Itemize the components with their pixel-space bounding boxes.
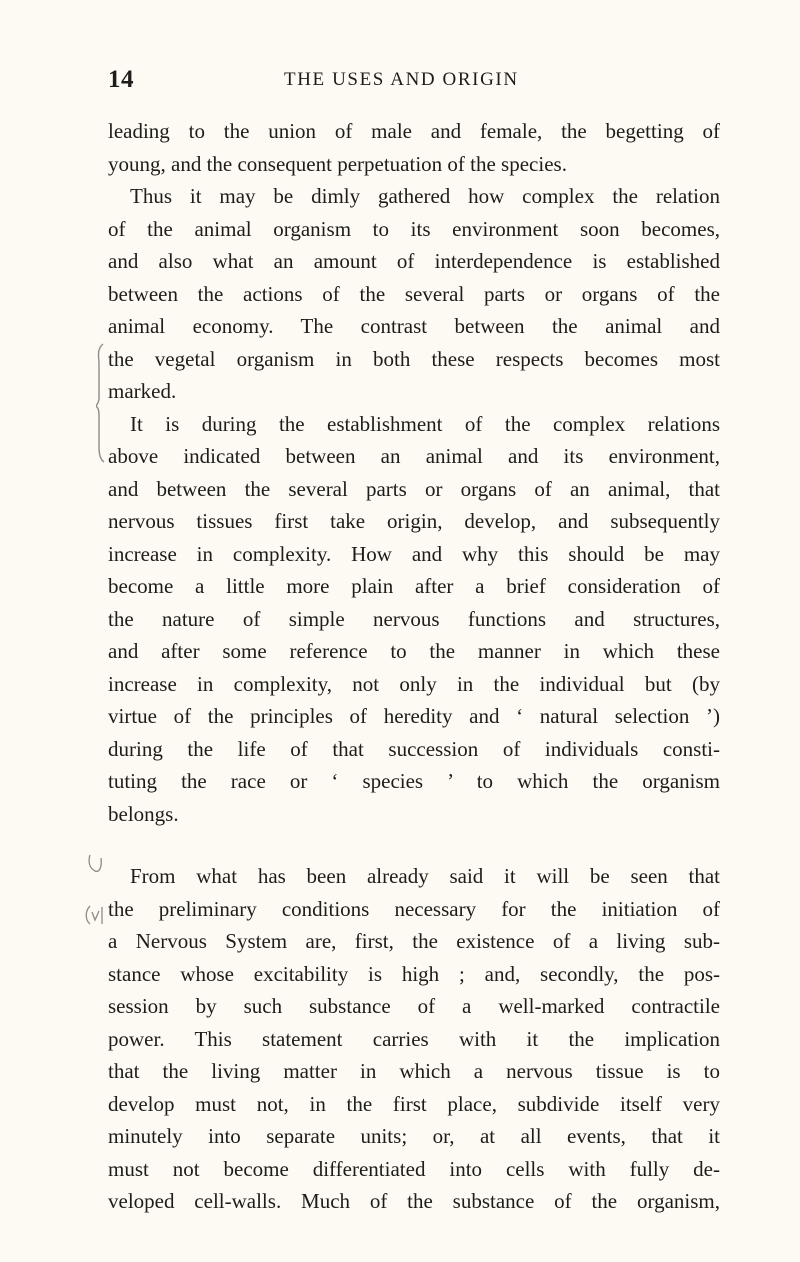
- running-title: THE USES AND ORIGIN: [284, 69, 519, 90]
- text-line: belongs.: [108, 801, 179, 826]
- pencil-annotation-mark: [86, 852, 106, 876]
- paragraph-gap: [108, 830, 720, 860]
- text-line: between the actions of the several parts or organs of the: [108, 281, 720, 306]
- paragraph: [108, 860, 720, 1218]
- text-line: minutely into separate units; or, at all events, that it: [108, 1124, 720, 1148]
- text-line: develop must not, in the first place, subdivide itself very: [108, 1091, 720, 1116]
- text-line: a Nervous System are, first, the existence of a living sub-: [108, 929, 720, 953]
- text-line: become a little more plain after a brief consideration of: [108, 574, 720, 598]
- text-line: that the living matter in which a nervous tissue is to: [108, 1059, 720, 1083]
- text-line: and after some reference to the manner in which these: [108, 639, 720, 663]
- text-line: must not become differentiated into cells with fully de-: [108, 1156, 720, 1181]
- text-line: young, and the consequent perpetuation of the species.: [108, 151, 567, 176]
- body-text: [108, 115, 720, 1218]
- text-line: tuting the race or ‘ species ’ to which the organism: [108, 769, 720, 793]
- text-line: From what has been already said it will be seen that: [130, 864, 720, 888]
- text-line: session by such substance of a well-marked contractile: [108, 994, 720, 1018]
- text-line: veloped cell-walls. Much of the substance of the organism,: [108, 1189, 720, 1213]
- text-line: animal economy. The contrast between the animal and: [108, 314, 720, 338]
- text-line: increase in complexity, not only in the individual but (by: [108, 671, 720, 696]
- text-line: nervous tissues first take origin, develop, and subsequently: [108, 509, 720, 533]
- text-line: above indicated between an animal and its environment,: [108, 444, 720, 468]
- page-header: [108, 66, 718, 96]
- text-line: leading to the union of male and female, the begetting of: [108, 119, 720, 143]
- paragraph: [108, 115, 720, 180]
- text-line: during the life of that succession of individuals consti-: [108, 736, 720, 761]
- paragraph: [108, 180, 720, 408]
- text-line: virtue of the principles of heredity and ‘ natural selection ’): [108, 704, 720, 728]
- text-line: and also what an amount of interdependence is established: [108, 249, 720, 273]
- text-line: and between the several parts or organs of an animal, that: [108, 476, 720, 501]
- text-line: It is during the establishment of the complex relations: [130, 411, 720, 436]
- pencil-bracket-mark: [96, 342, 106, 464]
- text-line: marked.: [108, 379, 177, 403]
- text-line: of the animal organism to its environment soon becomes,: [108, 216, 720, 241]
- pencil-annotation-mark: [83, 903, 105, 927]
- text-line: stance whose excitability is high ; and, secondly, the pos-: [108, 961, 720, 986]
- paragraph: [108, 408, 720, 831]
- text-line: the vegetal organism in both these respects becomes most: [108, 346, 720, 371]
- text-line: the nature of simple nervous functions and structures,: [108, 606, 720, 631]
- text-line: the preliminary conditions necessary for the initiation of: [108, 896, 720, 921]
- text-line: increase in complexity. How and why this should be may: [108, 541, 720, 566]
- text-line: power. This statement carries with it the implication: [108, 1026, 720, 1051]
- page-number: 14: [108, 66, 134, 93]
- text-line: Thus it may be dimly gathered how complex the relation: [130, 184, 720, 208]
